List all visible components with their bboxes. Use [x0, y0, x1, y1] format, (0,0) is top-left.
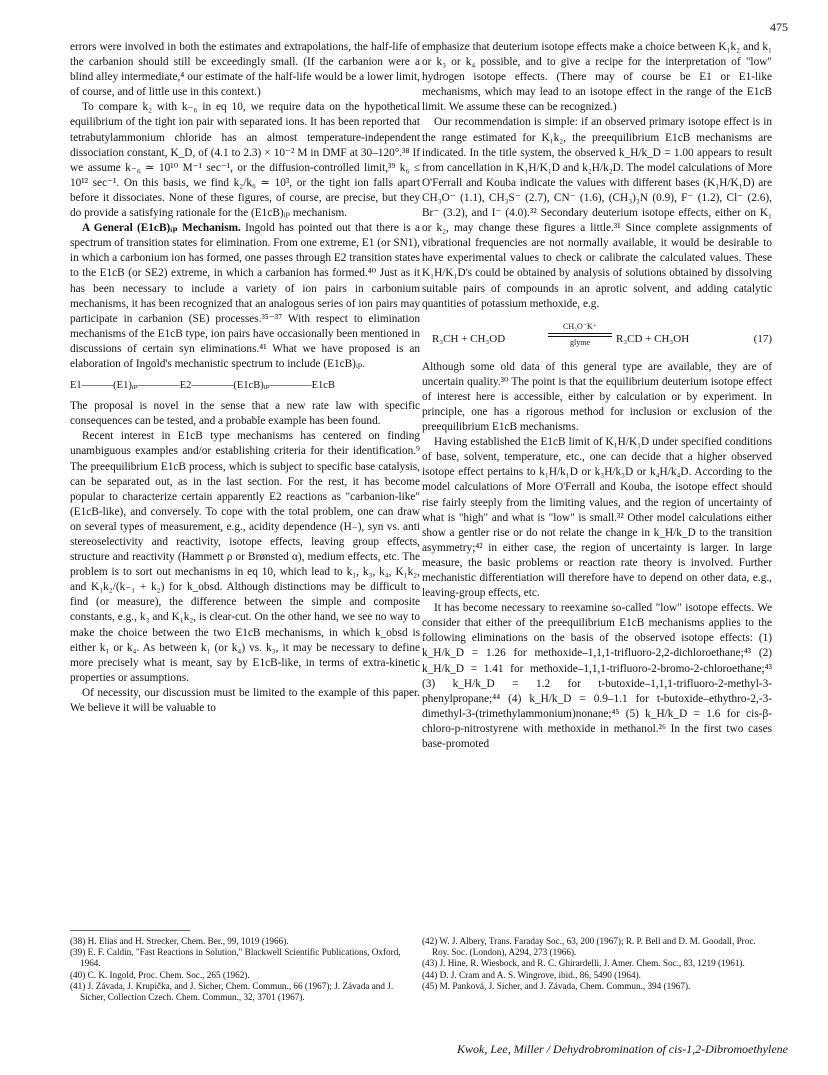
footnote: (40) C. K. Ingold, Proc. Chem. Soc., 265 (1962). [70, 969, 250, 980]
paragraph: A General (E1cB)ᵢₚ Mechanism. Ingold has pointed out that there is a spectrum of transition states for elimination. From one extreme, E1 (or SN1), in which a carbonium ion has formed, one passes through E2 transition states to the E1cB (or SE2) extreme, in which a carbanion has formed.⁴⁰ Just as it has been necessary to include a variety of ion pairs in carbonium mechanisms, it has been recognized that an analogous series of ion pairs may participate in carbanion (SE) processes.³⁵⁻³⁷ With respect to elimination mechanisms of the E1cB type, ion pairs have occasionally been mentioned in discussions of certain syn eliminations.⁴¹ What we have proposed is an elaboration of Ingold's mechanistic spectrum to include (E1cB)ᵢₚ. [70, 222, 420, 370]
right-column [422, 40, 772, 752]
equation-17 [422, 320, 772, 352]
footnote: (41) J. Závada, J. Krupička, and J. Sicher, Chem. Commun., 66 (1967); J. Závada and J. Sicher, Collection Czech. Chem. Commun., 32, 3701 (1967). [70, 980, 394, 1003]
paragraph: Of necessity, our discussion must be limited to the example of this paper. We believe it will be valuable to [70, 686, 420, 715]
paragraph: errors were involved in both the estimates and extrapolations, the half-life of the carbanion should still be exceedingly small. (If the carbanion were a blind alley intermediate,⁴ our estimate of the half-life would be a lower limit, of course, and of little use in this context.) [70, 41, 420, 99]
mechanism-spectrum-scheme: E1———(E1)ᵢₚ————E2————(E1cB)ᵢₚ————E1cB [70, 380, 335, 392]
footnote: (44) D. J. Cram and A. S. Wingrove, ibid., 86, 5490 (1964). [422, 969, 641, 980]
paragraph: emphasize that deuterium isotope effects make a choice between K₁k₂ and k₁ or k₃ or k₄ possible, and to give a recipe for the interpretation of "low" hydrogen isotope effects. (There may of course be E1 or E1-like mechanisms, which may lead to an isotope effect in the range of the E1cB limit. We assume these can be recognized.) [422, 41, 772, 114]
footnote: (38) H. Elias and H. Strecker, Chem. Ber., 99, 1019 (1966). [70, 936, 289, 946]
footnote: (43) J. Hine, R. Wiesbock, and R. C. Ghirardelli, J. Amer. Chem. Soc., 83, 1219 (1961). [422, 958, 745, 969]
paragraph: Although some old data of this general type are available, they are of uncertain quality.³⁰ The point is that the equilibrium deuterium isotope effect of interest here is accessible, either by calculation or by experiment. In principle, one has a rigorous method for inclusion or exclusion of the preequilibrium E1cB mechanisms. [422, 360, 772, 434]
footnote: (45) M. Panková, J. Sicher, and J. Závada, Chem. Commun., 394 (1967). [422, 980, 691, 991]
arrow-reagent: CH₃O⁻K⁺ [563, 321, 597, 331]
left-column [70, 40, 420, 716]
footnotes-left [70, 936, 420, 1003]
footnote: (39) E. F. Caldin, "Fast Reactions in Solution," Blackwell Scientific Publications, Oxford, 1964. [70, 947, 401, 969]
equation-number: (17) [753, 332, 772, 345]
paragraph: The proposal is novel in the sense that a new rate law with specific consequences can be tested, and a probable example has been found. [70, 400, 420, 428]
footnote: (42) W. J. Albery, Trans. Faraday Soc., 63, 200 (1967); R. P. Bell and D. M. Goodall, Proc. Roy. Soc. (London), A294, 273 (1966). [422, 936, 756, 958]
paragraph: Our recommendation is simple: if an observed primary isotope effect is in the range estimated for K₁k₂, the preequilibrium E1cB mechanisms are indicated. In the title system, the observed k_H/k_D = 1.00 appears to result from cancellation in K₁H/K₁D and k₂H/k₂D. The model calculations of More O'Ferrall and Kouba indicate the values with different bases (K₁H/K₁D) are CH₃O⁻ (1.1), CH₃S⁻ (2.7), CN⁻ (1.6), (CH₃)₃N (0.9), F⁻ (1.2), Cl⁻ (2.6), Br⁻ (3.2), and I⁻ (4.0).³² Secondary deuterium isotope effects, either on K₁ or k₂, may change these figures a little.³¹ Since complete assignments of vibrational frequencies are not normally available, it would be desirable to have experimental values to check or calibrate the calculated values. These K₁H/K₁D's could be obtained by analysis of solutions obtained by dissolving suitable pairs of compounds in an aprotic solvent, and adding catalytic quantities of potassium methoxide, e.g. [422, 116, 772, 310]
footnotes-right [422, 936, 772, 992]
equation-lhs: R₃CH + CH₃OD [432, 332, 506, 345]
paragraph: It has become necessary to reexamine so-called "low" isotope effects. We consider that either of the preequilibrium E1cB mechanisms applies to the following eliminations on the basis of the observed isotope effects: (1) k_H/k_D = 1.26 for methoxide–1,1,1-trifluoro-2,2-dichloroethane;⁴³ (2) k_H/k_D = 1.41 for methoxide–1,1,1-trifluoro-2-bromo-2-chloroethane;⁴³ (3) k_H/k_D = 1.2 for t-butoxide–1,1,1-trifluoro-2-methyl-3-phenylpropane;⁴⁴ (4) k_H/k_D = 0.9–1.1 for t-butoxide–ethythro-2,-3-dimethyl-3-(trimethylammonium)nonane;⁴⁵ (5) k_H/k_D = 1.6 for cis-β-chloro-p-nitrostyrene with methoxide in methanol.²⁶ In the first two cases base-promoted [422, 602, 772, 751]
arrow-solvent: glyme [570, 337, 590, 347]
equilibrium-arrow [548, 322, 612, 348]
paragraph: Having established the E1cB limit of K₁H/K₁D under specified conditions of base, solvent, temperature, etc., one can decide that a higher observed isotope effect pertains to k₁H/k₁D or k₃H/k₃D or k₄H/k₄D. According to the model calculations of More O'Ferrall and Kouba, the isotope effect should rise fairly steeply from the limiting values, and the region of uncertainty of what is "high" and what is "low" is small.³² Other model calculations either show a gentler rise or do not relate the change in k_H/k_D to the transition asymmetry;⁴² in either case, the region of uncertainty is larger. In large measure, the basic problems or reaction rate theory is involved. Further mechanistic differentiation will therefore have to depend on other data, e.g., leaving-group effects, etc. [422, 436, 772, 600]
page-number: 475 [770, 20, 788, 34]
paragraph: To compare k₂ with k₋₆ in eq 10, we require data on the hypothetical equilibrium of the tight ion pair with separated ions. It has been reported that tetrabutylammonium chloride has an almost temperature-independent dissociation constant, K_D, of (4.1 to 2.3) × 10⁻² M in DMF at 30–120°.³⁸ If we assume k₋₆ ≃ 10¹⁰ M⁻¹ sec⁻¹, or the diffusion-controlled limit,³⁹ k₆ ≤ 10¹² sec⁻¹. On this basis, we find k₂/k₆ ≃ 10³, or the tight ion falls apart before it dissociates. None of these figures, of course, are precise, but they do provide a satisfying rationale for the (E1cB)ᵢₚ mechanism. [70, 101, 420, 220]
section-heading: A General (E1cB)ᵢₚ Mechanism. [82, 222, 241, 235]
paragraph: Recent interest in E1cB type mechanisms has centered on finding unambiguous examples and/or establishing criteria for their identification.⁹ The preequilibrium E1cB process, which is subject to specific base catalysis, can be separated out, as in the last section. For the rest, it has become popular to characterize certain apparently E2 reactions as "carbanion-like" (E1cB-like), and conversely. To cope with the total problem, one can draw on several types of measurement, e.g., acidity dependence (H₋), syn vs. anti stereoselectivity and reactivity, isotope effects, leaving group effects, structure and reactivity (Hammett ρ or Brønsted α), medium effects, etc. The problem is to sort out mechanisms in eq 10, which lead to k₁, k₃, k₄, K₁k₂, and K₁k₂/(k₋₁ + k₂) for k_obsd. Although distinctions may be difficult to find (or measure), the difference between the simple and composite constants, e.g., k₃ and K₁k₂, is clear-cut. On the other hand, we see no way to make the choice between the two E1cB mechanisms, in which k_obsd is either k₁ or k₄. As between k₁ (or k₄) vs. k₃, it may be necessary to define more precisely what is meant, say by E1cB-like, in terms of extra-kinetic properties or assumptions. [70, 430, 420, 684]
footnote-rule [70, 930, 190, 931]
running-footer: Kwok, Lee, Miller / Dehydrobromination of cis-1,2-Dibromoethylene [457, 1042, 788, 1056]
equation-rhs: R₃CD + CH₃OH [616, 332, 690, 345]
